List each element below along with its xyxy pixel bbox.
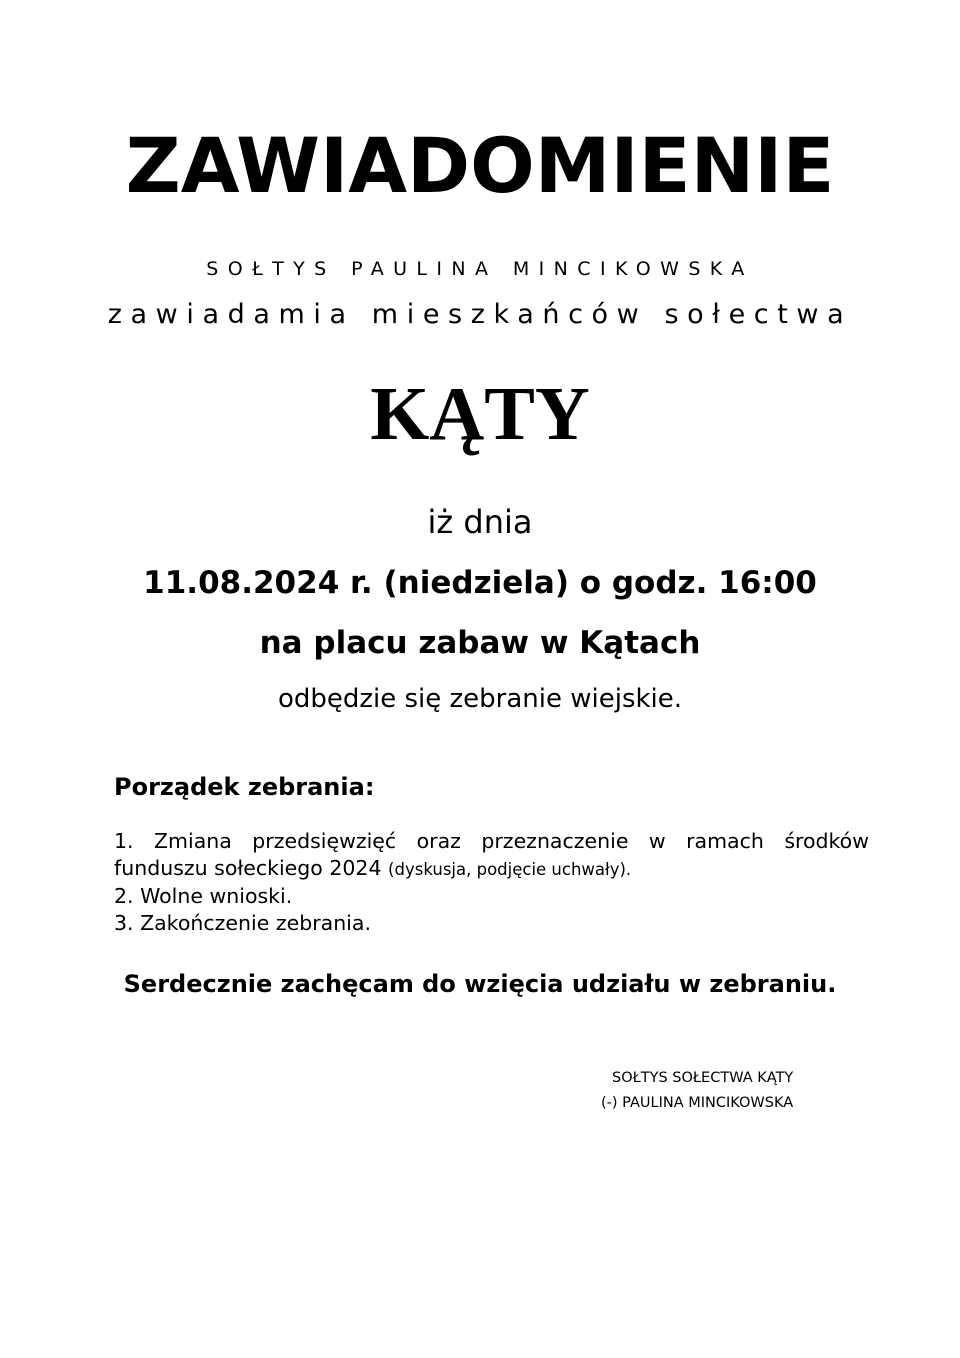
meeting-description: odbędzie się zebranie wiejskie. xyxy=(277,684,683,714)
agenda-item-1-note: (dyskusja, podjęcie uchwały). xyxy=(388,860,632,879)
signature-block xyxy=(595,1066,820,1116)
agenda-item-1-text: 1. Zmiana przedsięwzięć oraz przeznaczenie w ramach środków funduszu sołeckiego 2024 xyxy=(114,829,869,880)
agenda-item-3: 3. Zakończenie zebrania. xyxy=(114,911,371,935)
author-line: SOŁTYS PAULINA MINCIKOWSKA xyxy=(206,258,754,280)
notice-title: ZAWIADOMIENIE xyxy=(125,121,835,210)
agenda-item-1 xyxy=(114,828,869,883)
agenda-heading: Porządek zebrania: xyxy=(114,773,375,801)
village-name: KĄTY xyxy=(370,372,590,456)
date-intro: iż dnia xyxy=(427,503,533,541)
agenda-list xyxy=(114,828,869,937)
agenda-item-2: 2. Wolne wnioski. xyxy=(114,884,293,908)
signature-name: (-) PAULINA MINCIKOWSKA xyxy=(601,1095,794,1111)
signature-role: SOŁTYS SOŁECTWA KĄTY xyxy=(612,1070,794,1086)
closing-invitation: Serdecznie zachęcam do wzięcia udziału w zebraniu. xyxy=(123,970,837,998)
meeting-place: na placu zabaw w Kątach xyxy=(259,625,701,661)
meeting-date: 11.08.2024 r. (niedziela) o godz. 16:00 xyxy=(143,565,817,601)
announcement-line: zawiadamia mieszkańców sołectwa xyxy=(107,299,853,330)
